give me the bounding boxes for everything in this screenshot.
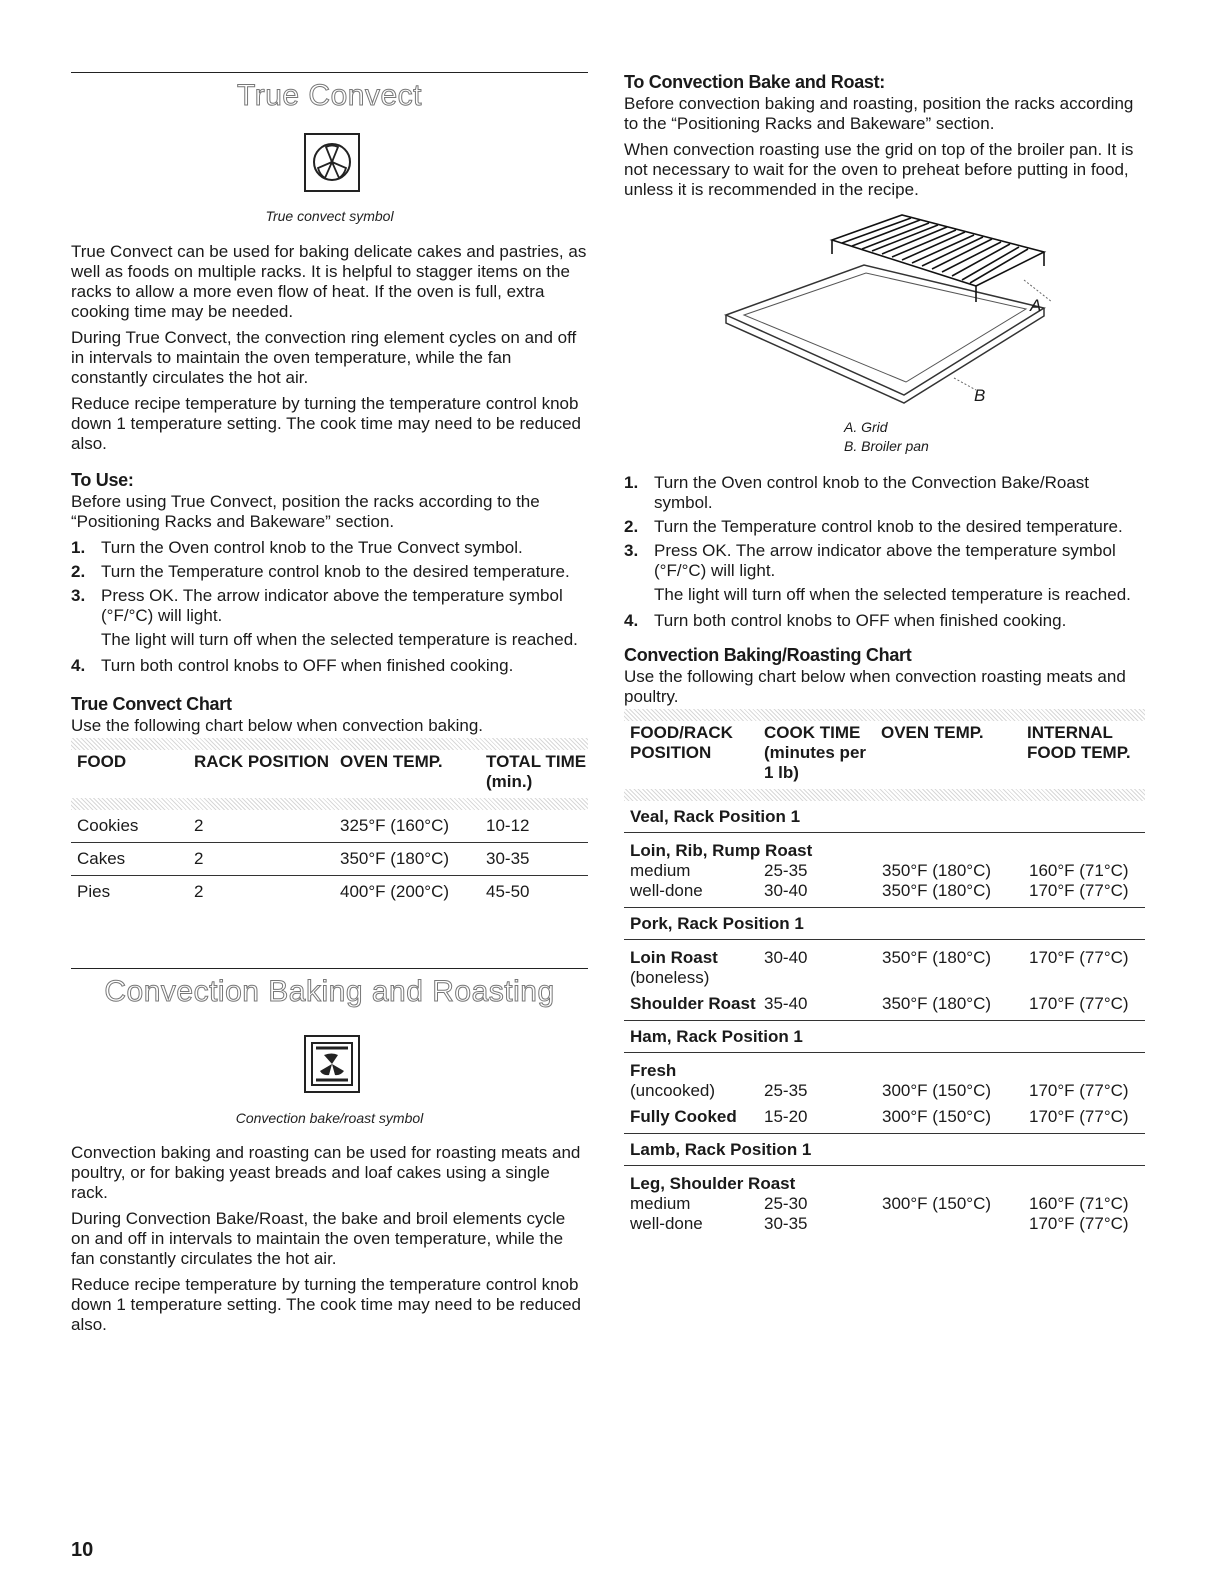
to-use-steps xyxy=(71,538,588,626)
convection-bake-caption: Convection bake/roast symbol xyxy=(235,1110,424,1126)
group-row-veal: Veal, Rack Position 1 xyxy=(624,801,1145,833)
right-paragraph-1: Before convection baking and roasting, position the racks according to the “Positioning Racks and Bakeware” section. xyxy=(624,94,1134,133)
convection-chart-intro: Use the following chart below when convection roasting meats and poultry. xyxy=(624,667,1126,706)
table-row: medium 25-35 350°F (180°C) 160°F (71°C) xyxy=(630,861,1129,880)
right-note: The light will turn off when the selected temperature is reached. xyxy=(654,585,1131,604)
section-rule-bottom xyxy=(71,968,588,969)
convection-bake-roast-heading: To Convection Bake and Roast: xyxy=(624,72,886,92)
chart-header: TOTAL TIME (min.) xyxy=(486,752,587,791)
page-number: 10 xyxy=(71,1539,94,1561)
chart-header: OVEN TEMP. xyxy=(881,723,984,742)
step-item: 4. Turn both control knobs to OFF when finished cooking. xyxy=(71,656,514,675)
true-convect-paragraph-1: True Convect can be used for baking delicate cakes and pastries, as well as foods on multiple racks. It is helpful to stagger items on the racks to allow a more even flow of heat. If the oven is full, extra cooking time may be needed. xyxy=(71,242,587,321)
group-row-pork: Pork, Rack Position 1 xyxy=(624,908,1145,940)
chart-header: FOOD xyxy=(77,752,127,771)
step-item: 2. Turn the Temperature control knob to the desired temperature. xyxy=(71,562,570,581)
right-paragraph-2: When convection roasting use the grid on top of the broiler pan. It is not necessary to wait for the oven to preheat before putting in food, unless it is recommended in the recipe. xyxy=(624,140,1134,199)
true-convect-chart xyxy=(71,738,588,908)
convection-bake-paragraph-3: Reduce recipe temperature by turning the temperature control knob down 1 temperature setting. The cook time may need to be reduced also. xyxy=(71,1275,581,1334)
table-row: Fresh xyxy=(630,1061,677,1080)
table-row: Loin Roast (boneless) 30-40 350°F (180°C) 170°F (77°C) xyxy=(630,948,1129,987)
true-convect-chart-intro: Use the following chart below when convection baking. xyxy=(71,716,484,735)
table-row: Cookies 2 325°F (160°C) 10-12 xyxy=(71,810,588,843)
true-convect-title: True Convect xyxy=(237,79,422,112)
table-row: (uncooked) 25-35 300°F (150°C) 170°F (77°C) xyxy=(630,1081,1129,1100)
convection-bake-paragraph-2: During Convection Bake/Roast, the bake and broil elements cycle on and off in intervals to maintain the oven temperature, while the fan constantly circulates the hot air. xyxy=(71,1209,566,1268)
to-use-note: The light will turn off when the selected temperature is reached. xyxy=(101,630,578,649)
step-item: 1. Turn the Oven control knob to the True Convect symbol. xyxy=(71,538,523,557)
caption-broiler-pan: B. Broiler pan xyxy=(844,438,929,454)
figure-caption xyxy=(844,418,929,456)
table-row: medium 25-30 300°F (150°C) 160°F (71°C) xyxy=(630,1194,1129,1213)
convection-bake-paragraph-1: Convection baking and roasting can be used for roasting meats and poultry, or for baking yeast breads and loaf cakes using a single rack. xyxy=(71,1143,581,1202)
table-row: Cakes 2 350°F (180°C) 30-35 xyxy=(71,843,588,876)
group-row-lamb: Lamb, Rack Position 1 xyxy=(624,1134,1145,1166)
step-item: 2. Turn the Temperature control knob to the desired temperature. xyxy=(624,517,1123,536)
fan-icon xyxy=(304,133,360,192)
table-row: well-done 30-35 170°F (77°C) xyxy=(630,1214,1129,1233)
to-use-heading: To Use: xyxy=(71,470,134,490)
figure-label-b: B xyxy=(974,386,986,405)
chart-header: FOOD/RACK POSITION xyxy=(630,723,733,762)
convection-bake-icon xyxy=(304,1035,360,1093)
group-row-ham: Ham, Rack Position 1 xyxy=(624,1021,1145,1053)
table-row: Pies 2 400°F (200°C) 45-50 xyxy=(77,882,530,901)
chart-header: COOK TIME (minutes per 1 lb) xyxy=(764,723,867,782)
convection-bake-title: Convection Baking and Roasting xyxy=(104,975,555,1008)
convection-chart-heading: Convection Baking/Roasting Chart xyxy=(624,645,912,665)
true-convect-paragraph-3: Reduce recipe temperature by turning the temperature control knob down 1 temperature setting. The cook time may need to be reduced also. xyxy=(71,394,581,453)
table-row: Loin, Rib, Rump Roast xyxy=(630,841,813,860)
section-rule-top xyxy=(71,72,588,73)
table-row: well-done 30-40 350°F (180°C) 170°F (77°C) xyxy=(624,881,1145,908)
step-item: 1. Turn the Oven control knob to the Convection Bake/Roast symbol. xyxy=(624,473,1090,512)
table-row: Shoulder Roast 35-40 350°F (180°C) 170°F (77°C) xyxy=(624,988,1145,1021)
chart-header: INTERNAL FOOD TEMP. xyxy=(1027,723,1131,762)
caption-grid: A. Grid xyxy=(844,419,888,435)
true-convect-paragraph-2: During True Convect, the convection ring element cycles on and off in intervals to maintain the oven temperature, while the fan constantly circulates the hot air. xyxy=(71,328,577,387)
chart-header: OVEN TEMP. xyxy=(340,752,443,771)
table-row: Fully Cooked 15-20 300°F (150°C) 170°F (77°C) xyxy=(624,1101,1145,1134)
to-use-intro: Before using True Convect, position the racks according to the “Positioning Racks and Bakeware” section. xyxy=(71,492,540,531)
step-item: 3. Press OK. The arrow indicator above the temperature symbol (°F/°C) will light. xyxy=(71,586,563,625)
true-convect-chart-heading: True Convect Chart xyxy=(71,694,232,714)
figure-label-a: A xyxy=(1030,296,1042,315)
chart-header: RACK POSITION xyxy=(194,752,330,771)
convection-chart xyxy=(624,709,1145,1234)
true-convect-caption: True convect symbol xyxy=(265,208,394,224)
step-item: 3. Press OK. The arrow indicator above the temperature symbol (°F/°C) will light. xyxy=(624,541,1116,580)
right-steps xyxy=(624,473,1145,581)
grid-and-broiler-pan-illustration xyxy=(714,210,1054,410)
table-row: Leg, Shoulder Roast xyxy=(630,1174,796,1193)
step-item: 4. Turn both control knobs to OFF when finished cooking. xyxy=(624,611,1067,630)
